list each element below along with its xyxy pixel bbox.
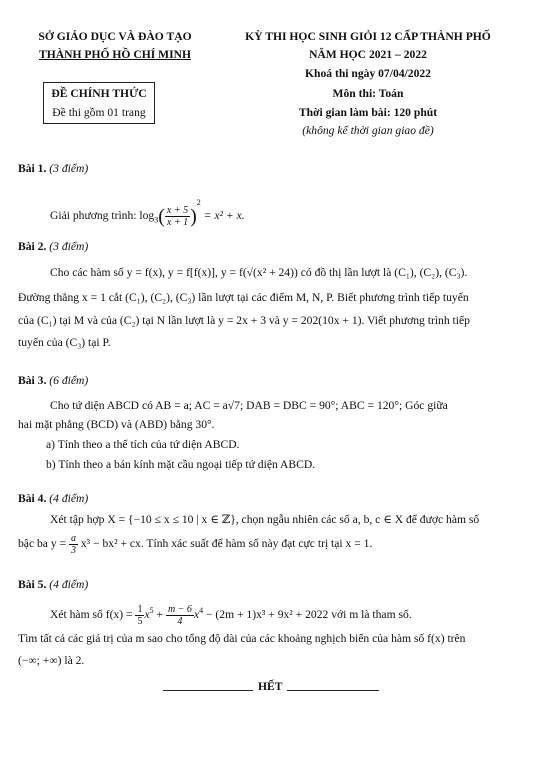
problem-5-heading xyxy=(18,578,88,591)
problem-4-points: (4 điểm) xyxy=(49,492,89,505)
exam-date: Khoá thi ngày 07/04/2022 xyxy=(305,67,431,80)
problem-1-title: Bài 1. xyxy=(18,162,47,175)
problem-5-line3: (−∞; +∞) là 2. xyxy=(18,654,85,667)
problem-3-line1: Cho tứ diện ABCD có AB = a; AC = a√7; DAB = DBC = 90°; ABC = 120°; Góc giữa xyxy=(50,399,448,412)
problem-1-intro: Giải phương trình: xyxy=(50,209,137,222)
fraction-a-over-3: $\frac{a}{3}$ xyxy=(70,532,76,556)
problem-4-line2 xyxy=(18,532,372,556)
department-line2: THÀNH PHỐ HỒ CHÍ MINH xyxy=(38,48,191,61)
fraction-m-6-over-4: $\frac{m - 6}{4}$ xyxy=(167,603,192,627)
problem-4-line2-pre: bậc ba y = xyxy=(18,537,67,550)
problem-5-line1: Xét hàm số f(x) = $\frac{1}{5}$ $x^5$ + $\frac{m - 6}{4}$ $x^4 - (2m + 1)x^3 + 9x^2 + 2022$ với m là tham số. xyxy=(50,603,412,627)
problem-5-title: Bài 5. xyxy=(18,578,47,591)
problem-2-points: (3 điểm) xyxy=(49,240,89,253)
department-line1: SỞ GIÁO DỤC VÀ ĐÀO TẠO xyxy=(38,30,192,43)
problem-5-points: (4 điểm) xyxy=(49,578,89,591)
problem-5-line2: Tìm tất cả các giá trị của m sao cho tổng độ dài của các khoảng nghịch biến của hàm số f(x) trên xyxy=(18,632,466,645)
problem-5-line1-pre: Xét hàm số f(x) = xyxy=(50,607,133,621)
problem-4-line2-post: x³ − bx² + cx. Tính xác suất để hàm số này đạt cực trị tại x = 1. xyxy=(80,537,373,550)
duration: Thời gian làm bài: 120 phút xyxy=(298,106,438,119)
official-label: ĐỀ CHÍNH THỨC xyxy=(51,87,147,100)
problem-1-heading xyxy=(18,162,88,175)
end-marker: HẾT xyxy=(258,680,283,693)
duration-note: (không kể thời gian giao đề) xyxy=(302,124,434,137)
subject: Môn thi: Toán xyxy=(332,87,404,100)
problem-2-title: Bài 2. xyxy=(18,240,47,253)
problem-2-line1: Cho các hàm số y = f(x), y = f[f(x)], y = f(√(x² + 24)) có đồ thị lần lượt là (C₁), (C₂), (C₃). xyxy=(50,266,468,279)
problem-4-title: Bài 4. xyxy=(18,492,47,505)
problem-3-part-a: a) Tính theo a thể tích của tứ diện ABCD. xyxy=(46,438,240,451)
exam-title: KỲ THI HỌC SINH GIỎI 12 CẤP THÀNH PHỐ xyxy=(245,30,491,43)
problem-4-heading xyxy=(18,492,88,505)
problem-1-equation xyxy=(50,190,245,233)
problem-1-points: (3 điểm) xyxy=(49,162,89,175)
pages-note: Đề thi gồm 01 trang xyxy=(52,106,146,119)
problem-3-line2: hai mặt phẳng (BCD) và (ABD) bằng 30°. xyxy=(18,418,215,431)
problem-2-line2: Đường thẳng x = 1 cắt (C₁), (C₂), (C₃) lần lượt tại các điểm M, N, P. Biết phương trình tiếp tuyến xyxy=(18,291,469,304)
problem-5-line1-post: − (2m + 1)x³ + 9x² + 2022 với m là tham số. xyxy=(205,607,412,621)
problem-3-title: Bài 3. xyxy=(18,374,47,387)
fraction-1-over-5: $\frac{1}{5}$ xyxy=(137,603,143,627)
problem-3-part-b: b) Tính theo a bán kính mặt cầu ngoại tiếp tứ diện ABCD. xyxy=(46,458,316,471)
school-year: NĂM HỌC 2021 – 2022 xyxy=(309,48,427,61)
problem-2-line3: của (C₁) tại M và của (C₂) tại N lần lượt là y = 2x + 3 và y = 202(10x + 1). Viết phương trình tiếp xyxy=(18,314,470,327)
problem-3-heading xyxy=(18,374,88,387)
footer-rule-left xyxy=(163,690,253,691)
log-expression: $\log_3$( $\frac{x + 5}{x + 1}$ )$^2$ xyxy=(139,198,201,228)
problem-1-tail: = x² + x. xyxy=(203,209,245,222)
problem-3-points: (6 điểm) xyxy=(49,374,89,387)
footer-rule-right xyxy=(287,690,379,691)
problem-2-heading xyxy=(18,240,88,253)
problem-2-line4: tuyến của (C₃) tại P. xyxy=(18,336,111,349)
problem-4-line1: Xét tập hợp X = {−10 ≤ x ≤ 10 | x ∈ ℤ}, chọn ngẫu nhiên các số a, b, c ∈ X để được hàm số xyxy=(50,513,480,526)
